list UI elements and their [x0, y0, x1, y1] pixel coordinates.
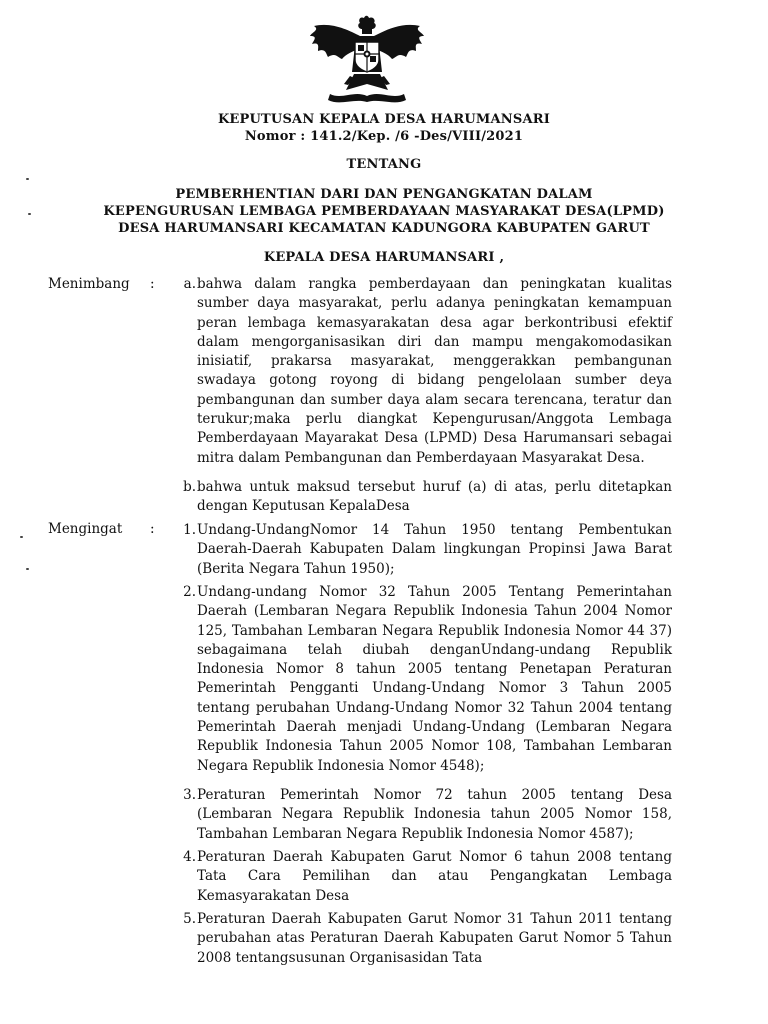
- item-text: Peraturan Daerah Kabupaten Garut Nomor 31 Tahun 2011 tentang perubahan atas Peraturan Daerah Kabupaten Garut Nomor 5 Tahun 2008 tentangsusunan Organisasidan Tata: [197, 911, 672, 966]
- item-marker: 5.: [183, 911, 196, 927]
- item-marker: 2.: [183, 584, 196, 600]
- scan-speck: [20, 536, 23, 538]
- item-text: bahwa untuk maksud tersebut huruf (a) di atas, perlu ditetapkan dengan Keputusan KepalaDesa: [197, 479, 672, 515]
- mengingat-label: Mengingat: [48, 521, 123, 537]
- decree-title: KEPUTUSAN KEPALA DESA HARUMANSARI: [217, 112, 551, 127]
- mengingat-item-3: [160, 786, 672, 844]
- mengingat-colon: :: [150, 521, 155, 537]
- scan-speck: [28, 213, 31, 215]
- decree-subject: [0, 186, 768, 237]
- item-marker: a.: [183, 276, 196, 292]
- issuer-heading: KEPALA DESA HARUMANSARI ,: [263, 250, 505, 265]
- mengingat-item-2: [160, 583, 672, 776]
- item-marker: 1.: [183, 522, 196, 538]
- menimbang-label: Menimbang: [48, 276, 130, 292]
- decree-number: Nomor : 141.2/Kep. /6 -Des/VIII/2021: [244, 129, 524, 144]
- mengingat-item-1: [160, 521, 672, 579]
- subject-line: PEMBERHENTIAN DARI DAN PENGANGKATAN DALAM: [175, 187, 593, 202]
- mengingat-item-4: [160, 848, 672, 906]
- subject-line: DESA HARUMANSARI KECAMATAN KADUNGORA KABUPATEN GARUT: [118, 221, 650, 236]
- item-marker: b.: [183, 479, 196, 495]
- garuda-emblem-icon: [302, 12, 432, 112]
- mengingat-item-5: [160, 910, 672, 968]
- item-text: Undang-UndangNomor 14 Tahun 1950 tentang Pembentukan Daerah-Daerah Kabupaten Dalam lingkungan Propinsi Jawa Barat (Berita Negara Tahun 1950);: [197, 522, 672, 577]
- menimbang-item-a: [160, 275, 672, 468]
- item-text: bahwa dalam rangka pemberdayaan dan peningkatan kualitas sumber daya masyarakat, perlu adanya peningkatan kemampuan peran lembaga kemasyarakatan desa agar berkontribusi efektif dalam mengorganisasikan diri dan mampu mengakomodasikan inisiatif, prakarsa masyarakat, menggerakkan pembangunan swadaya gotong royong di bidang pengelolaan sumber deya pembangunan dan sumber daya alam secara terencana, teratur dan terukur;maka perlu diangkat Kepengurusan/Anggota Lembaga Pemberdayaan Mayarakat Desa (LPMD) Desa Harumansari sebagai mitra dalam Pembangunan dan Pemberdayaan Masyarakat Desa.: [197, 276, 672, 466]
- item-marker: 3.: [183, 787, 196, 803]
- scan-speck: [26, 568, 29, 570]
- scan-speck: [26, 178, 29, 180]
- menimbang-item-b: [160, 478, 672, 517]
- item-text: Undang-undang Nomor 32 Tahun 2005 Tentang Pemerintahan Daerah (Lembaran Negara Republik Indonesia Tahun 2004 Nomor 125, Tambahan Lembaran Negara Republik Indonesia Nomor 44 37) sebagaimana telah diubah denganUndang-undang Republik Indonesia Nomor 8 tahun 2005 tentang Penetapan Peraturan Pemerintah Pengganti Undang-Undang Nomor 3 Tahun 2005 tentang perubahan Undang-Undang Nomor 32 Tahun 2004 tentang Pemerintah Daerah menjadi Undang-Undang (Lembaran Negara Republik Indonesia Tahun 2005 Nomor 108, Tambahan Lembaran Negara Republik Indonesia Nomor 4548);: [197, 584, 672, 774]
- item-text: Peraturan Daerah Kabupaten Garut Nomor 6 tahun 2008 tentang Tata Cara Pemilihan dan atau Pengangkatan Lembaga Kemasyarakatan Desa: [197, 849, 672, 904]
- menimbang-colon: :: [150, 276, 155, 292]
- item-marker: 4.: [183, 849, 196, 865]
- item-text: Peraturan Pemerintah Nomor 72 tahun 2005 tentang Desa (Lembaran Negara Republik Indonesia tahun 2005 Nomor 158, Tambahan Lembaran Negara Republik Indonesia Nomor 4587);: [197, 787, 672, 842]
- subject-line: KEPENGURUSAN LEMBAGA PEMBERDAYAAN MASYARAKAT DESA(LPMD): [103, 204, 665, 219]
- tentang-heading: TENTANG: [346, 157, 422, 172]
